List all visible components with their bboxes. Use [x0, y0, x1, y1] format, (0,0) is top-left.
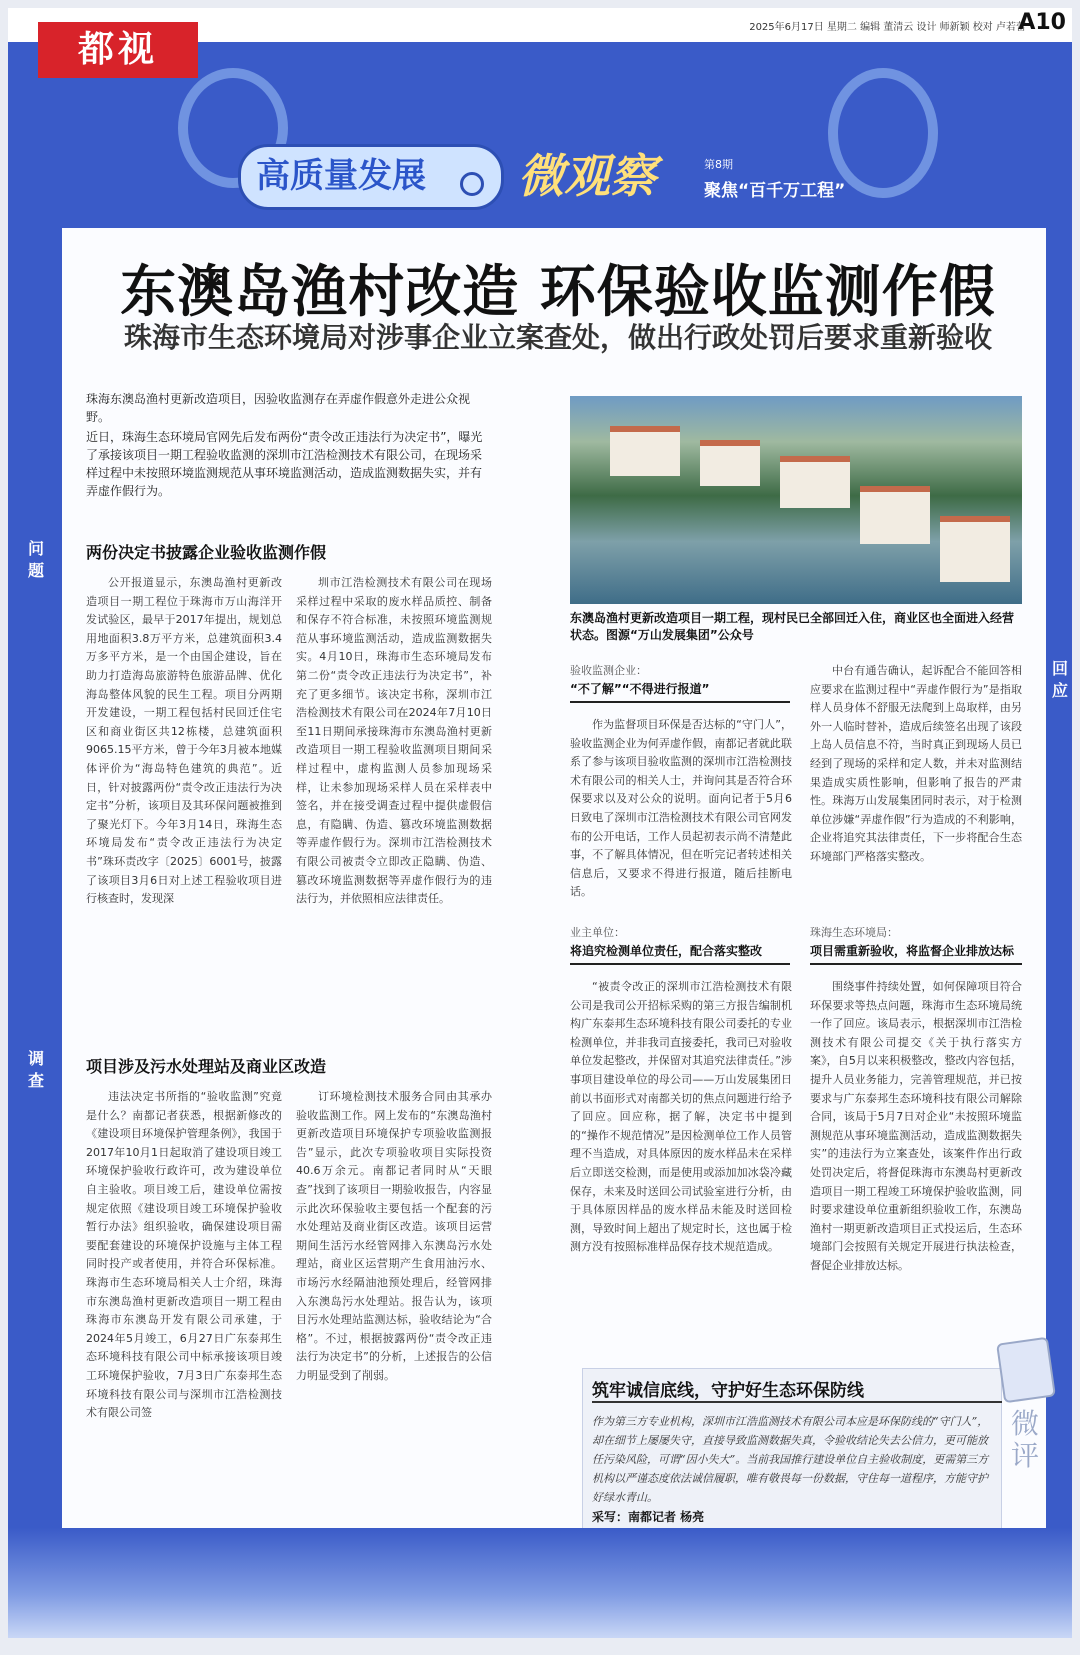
paragraph: 围绕事件持续处置，如何保障项目符合环保要求等热点问题，珠海市生态环境局统一作了回应。该局表示，根据深圳市江浩检测技术有限公司提交《关于执行落实方案》，自5月以来积极整改，整改内容包括，提升人员业务能力，完善管理规范，并已按要求与广东泰邦生态环境科技有限公司解除合同，该局于5月7日对企业“未按照环境监测规范从事环境监测活动，造成监测数据失实”的违法行为立案查处，该案件作出行政处罚决定后，将督促珠海市东澳岛村更新改造项目一期工程竣工环境保护验收监测，同时要求建设单位重新组织验收工作，东澳岛渔村一期更新改造项目正式投运后，生态环境部门会按照有关规定开展进行执法检查，督促企业排放达标。 — [810, 980, 1022, 1272]
photo-building — [860, 486, 930, 544]
paragraph: 中台有通告确认，起诉配合不能回答相应要求在监测过程中“弄虚作假行为”是指取样人员身体不舒服无法爬到上岛取样，由另外一人临时替补，造成后续签名出现了该段上岛人员信息不符，当时真正到现场人员已经到了现场的采样和定人数，并未对监测结果造成实质性影响，但影响了报告的严肃性。珠海万山发展集团同时表示，对于检测单位涉嫌“弄虚作假”行为造成的不利影响，企业将追究其法律责任，下一步将配合生态环境部门严格落实整改。 — [810, 664, 1022, 863]
photo-building — [610, 426, 680, 476]
kicker: 业主单位： — [570, 926, 625, 939]
paragraph: 作为监督项目环保是否达标的“守门人”，验收监测企业为何弄虚作假，南都记者就此联系了参与该项目验收监测的深圳市江浩检测技术有限公司的相关人士，并询问其是否符合环保要求以及对公众的说明。面向记者于5月6日致电了深圳市江浩检测技术有限公司官网发布的公开电话，工作人员起初表示尚不清楚此事，不了解具体情况，但在听完记者转述相关信息后，又要求不得进行报道，随后挂断电话。 — [570, 718, 792, 899]
side-label-answer: 回应 — [1051, 659, 1068, 700]
article-column — [810, 662, 1022, 902]
article-column — [810, 978, 1022, 1350]
article-column — [570, 716, 792, 902]
dateline: 2025年6月17日 星期二 编辑 董清云 设计 师新颖 校对 卢若蕾 — [749, 22, 1026, 33]
decorative-footer — [8, 1528, 1072, 1638]
page-number: A10 — [1018, 10, 1066, 35]
headline: 东澳岛渔村改造 环保验收监测作假 — [120, 260, 996, 325]
paragraph: 圳市江浩检测技术有限公司在现场采样过程中采取的废水样品质控、制备和保存不符合标准，未按照环境监测规范从事环境监测活动，造成监测数据失实。4月10日，珠海市生态环境局发布第二份“责令改正违法行为决定书”，补充了更多细节。该决定书称，深圳市江浩检测技术有限公司在2024年7月10日至11日期间承接珠海市东澳岛渔村更新改造项目一期工程验收监测项目期间采样过程中，虚构监测人员参加现场采样，让未参加现场采样人员在采样表中签名，并在接受调查过程中提供虚假信息，有隐瞒、伪造、篡改环境监测数据等弄虚作假行为。深圳市江浩检测技术有限公司被责令立即改正隐瞒、伪造、篡改环境监测数据等弄虚作假行为的违法行为，并依照相应法律责任。 — [296, 576, 492, 906]
kicker: 珠海生态环境局： — [810, 926, 898, 939]
sub-heading: 将追究检测单位责任，配合落实整改 — [570, 942, 790, 965]
lead-paragraph: 珠海东澳岛渔村更新改造项目，因验收监测存在弄虚作假意外走进公众视野。 — [86, 392, 471, 424]
photo-building — [780, 456, 850, 508]
commentary-body: 作为第三方专业机构，深圳市江浩监测技术有限公司本应是环保防线的“守门人”，却在细节上屡屡失守，直接导致监测数据失真，令验收结论失去公信力，更可能放任污染风险，可谓“因小失大”。当前我国推行建设单位自主验收制度，更需第三方机构以严谨态度依法诚信履职，唯有敬畏每一份数据，守住每一道程序，方能守护好绿水青山。 — [592, 1415, 989, 1504]
byline: 采写：南都记者 杨亮 — [592, 1510, 705, 1524]
photo-building — [940, 516, 1010, 582]
photo-caption: 东澳岛渔村更新改造项目一期工程，现村民已全部回迁入住，商业区也全面进入经营状态。图源“万山发展集团”公众号 — [570, 611, 1015, 642]
paragraph: 违法决定书所指的“验收监测”究竟是什么？南都记者获悉，根据新修改的《建设项目环境保护管理条例》，我国于2017年10月1日起取消了建设项目竣工环境保护验收行政许可，改为建设单位自主验收。项目竣工后，建设单位需按规定依照《建设项目竣工环境保护验收暂行办法》组织验收，确保建设项目需要配套建设的环境保护设施与主体工程同时投产或者使用，并符合环保标准。珠海市生态环境局相关人士介绍，珠海市东澳岛渔村更新改造项目一期工程由珠海市东澳岛开发有限公司承建，于2024年5月竣工，6月27日广东泰邦生态环境科技有限公司中标承接该项目竣工环境保护验收，7月3日广东泰邦生态环境科技有限公司与深圳市江浩检测技术有限公司签 — [86, 1090, 282, 1420]
section-heading: 两份决定书披露企业验收监测作假 — [86, 543, 327, 562]
side-label-survey: 调查 — [27, 1049, 44, 1090]
column-logo: 微观察 — [518, 149, 656, 203]
village-photo — [570, 396, 1022, 604]
article-column — [296, 1088, 492, 1528]
notepad-icon — [996, 1337, 1056, 1404]
kicker: 验收监测企业： — [570, 664, 647, 677]
divider — [592, 1401, 1002, 1403]
article-column — [86, 1088, 282, 1528]
sub-heading: “不了解”“不得进行报道” — [570, 680, 790, 703]
article-column — [86, 574, 282, 1024]
lead-paragraphs — [86, 390, 486, 502]
lead-paragraph: 近日，珠海生态环境局官网先后发布两份“责令改正违法行为决定书”，曝光了承接该项目一期工程验收监测的深圳市江浩检测技术有限公司，在现场采样过程中未按照环境监测规范从事环境监测活动，造成监测数据失实，并有弄虚作假行为。 — [86, 430, 483, 498]
photo-building — [700, 440, 760, 486]
paragraph: 公开报道显示，东澳岛渔村更新改造项目一期工程位于珠海市万山海洋开发试验区，最早于2017年提出，规划总用地面积3.8万平方米，总建筑面积3.4万多平方米，是一个由国企建设，旨在助力打造海岛旅游特色旅游品牌、优化海岛整体风貌的民生工程。项目分两期开发建设，一期工程包括村民回迁住宅区和商业街区共12栋楼，总建筑面积9065.15平方米，曾于今年3月被本地媒体评价为“海岛特色建筑的典范”。近日，针对披露两份“责令改正违法行为决定书”分析，该项目及其环保问题被推到了聚光灯下。今年3月14日，珠海生态环境局发布“责令改正违法行为决定书”珠环责改字〔2025〕6001号，披露了该项目3月6日对上述工程验收项目进行核查时，发现深 — [86, 576, 282, 906]
side-label-question: 问题 — [27, 539, 44, 580]
column-banner-label: 高质量发展 — [256, 156, 426, 196]
masthead: 都视 — [38, 22, 198, 78]
paragraph: “被责令改正的深圳市江浩检测技术有限公司是我司公开招标采购的第三方报告编制机构广东泰邦生态环境科技有限公司委托的专业检测单位，并非我司直接委托，我司已对验收单位发起整改，并保留对其追究法律责任。”涉事项目建设单位的母公司——万山发展集团日前以书面形式对南都关切的焦点问题进行给予了回应。回应称，据了解，决定书中提到的“操作不规范情况”是因检测单位工作人员管理不当造成，对具体原因的废水样品未在采样后立即送交检测，而是使用或添加加冰袋冷藏保存，未来及时送回公司试验室进行分析，由于具体原因样品的废水样品未能及时送回检测，导致时间上超出了规定时长，这也属于检测方没有按照标准样品保存技术规范造成。 — [570, 980, 792, 1254]
newspaper-page — [8, 8, 1072, 1638]
commentary-title: 筑牢诚信底线，守护好生态环保防线 — [592, 1381, 864, 1401]
sub-heading: 项目需重新验收，将监督企业排放达标 — [810, 942, 1022, 965]
section-heading: 项目涉及污水处理站及商业区改造 — [86, 1057, 327, 1076]
focus-label: 聚焦“百千万工程” — [704, 181, 846, 201]
commentary-badge: 微评 — [1010, 1407, 1039, 1472]
sub-headline: 珠海市生态环境局对涉事企业立案查处，做出行政处罚后要求重新验收 — [123, 321, 992, 354]
article-column — [570, 978, 792, 1350]
paragraph: 订环境检测技术服务合同由其承办验收监测工作。网上发布的“东澳岛渔村更新改造项目环境保护专项验收监测报告”显示，此次专项验收项目实际投资40.6万余元。南都记者同时从“天眼查”找到了该项目一期验收报告，内容显示此次环保验收主要包括一个配套的污水处理站及商业街区改造。该项目运营期间生活污水经管网排入东澳岛污水处理站，商业区运营期产生食用油污水、市场污水经隔油池预处理后，经管网排入东澳岛污水处理站。报告认为，该项目污水处理站监测达标，验收结论为“合格”。不过，根据披露两份“责令改正违法行为决定书”的分析，上述报告的公信力明显受到了削弱。 — [296, 1090, 492, 1382]
issue-number: 第8期 — [704, 158, 733, 171]
article-column — [296, 574, 492, 1024]
search-icon — [460, 172, 484, 196]
